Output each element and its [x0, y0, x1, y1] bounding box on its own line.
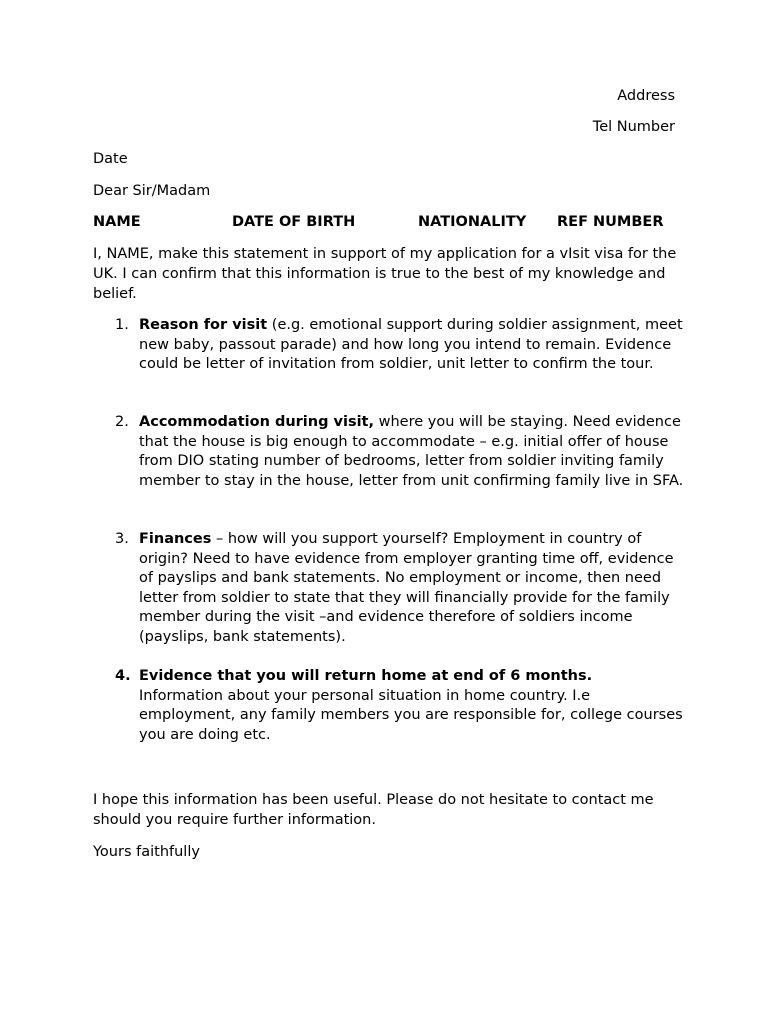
header-ref-number: REF NUMBER	[557, 214, 664, 230]
tel-number-line: Tel Number	[592, 119, 675, 135]
address-line: Address	[617, 88, 675, 104]
list-item-text: – how will you support yourself? Employment in country of origin? Need to have evidence from employer granting time off, evidence of payslips and bank statements. No employment or income, then need letter from soldier to state that they will financially provide for the family member during the visit –and evidence therefore of soldiers income (payslips, bank statements).	[139, 531, 674, 645]
list-item-text: (e.g. emotional support during soldier assignment, meet new baby, passout parade) and how long you intend to remain. Evidence could be letter of invitation from soldier, unit letter to confirm the tour.	[139, 317, 683, 373]
details-header-row	[93, 212, 693, 232]
header-date-of-birth: DATE OF BIRTH	[232, 214, 356, 230]
list-item-body	[139, 530, 684, 648]
list-item-body	[139, 413, 684, 491]
closing-paragraph: I hope this information has been useful. Please do not hesitate to contact me should you require further information.	[93, 792, 654, 828]
signoff: Yours faithfully	[93, 844, 200, 860]
header-name: NAME	[93, 214, 141, 230]
list-item-text: Information about your personal situation in home country. I.e employment, any family members you are responsible for, college courses you are doing etc.	[139, 687, 683, 743]
list-number: 2.	[115, 414, 129, 430]
list-item-body	[139, 667, 684, 745]
list-item-heading: Finances	[139, 531, 212, 547]
list-item-text: where you will be staying. Need evidence that the house is big enough to accommodate – e.g. initial offer of house from DIO stating number of bedrooms, letter from soldier inviting family member to stay in the house, letter from unit confirming family live in SFA.	[139, 414, 684, 489]
list-item-heading: Accommodation during visit,	[139, 414, 374, 430]
list-item-heading: Evidence that you will return home at end of 6 months.	[139, 668, 593, 684]
salutation: Dear Sir/Madam	[93, 183, 211, 199]
intro-paragraph: I, NAME, make this statement in support of my application for a vIsit visa for the UK. I can confirm that this information is true to the best of my knowledge and belief.	[93, 246, 677, 302]
list-number: 3.	[115, 531, 129, 547]
list-item-heading: Reason for visit	[139, 317, 268, 333]
header-nationality: NATIONALITY	[418, 214, 527, 230]
list-number: 4.	[115, 668, 131, 684]
list-item-body	[139, 316, 684, 375]
list-number: 1.	[115, 317, 129, 333]
date-line: Date	[93, 151, 128, 167]
